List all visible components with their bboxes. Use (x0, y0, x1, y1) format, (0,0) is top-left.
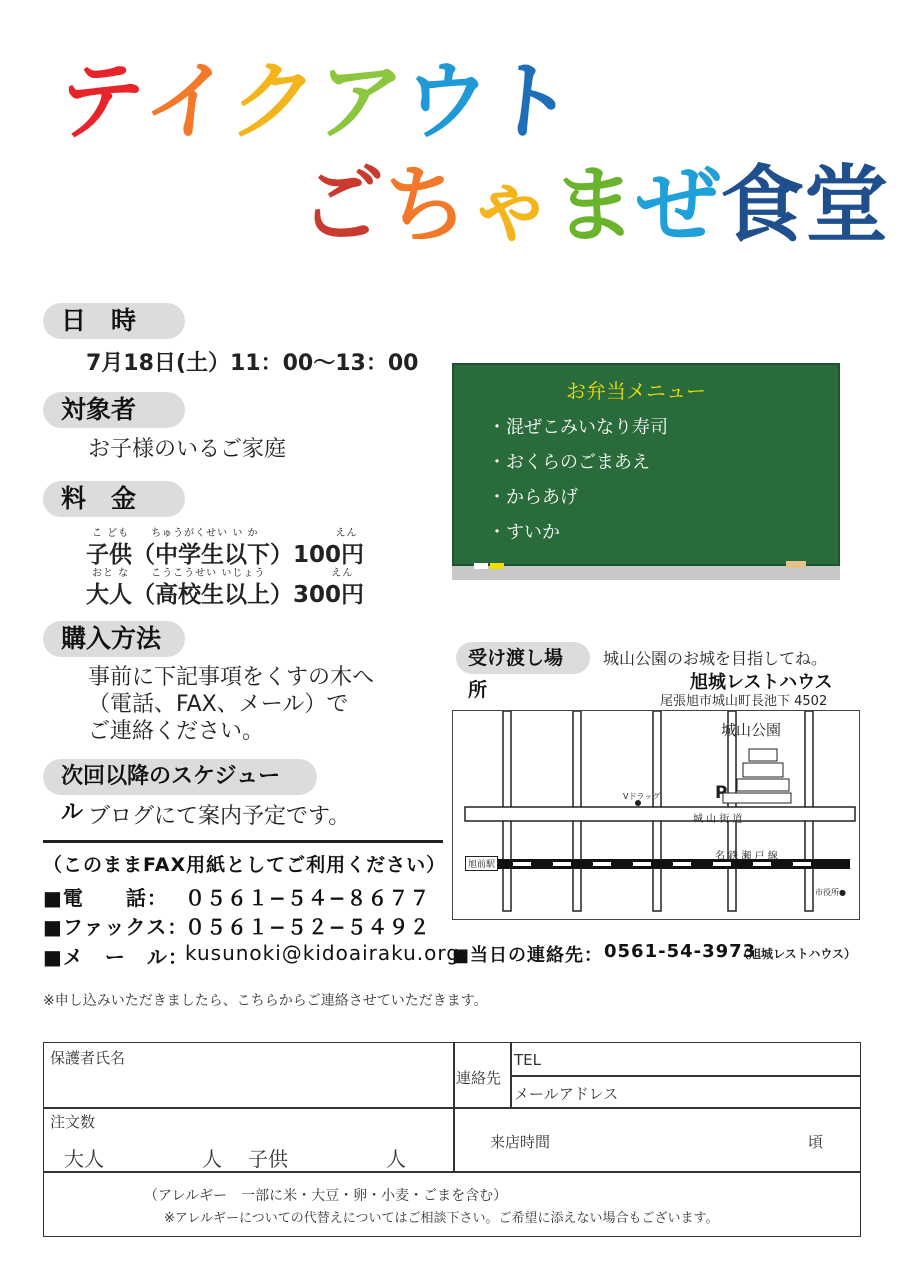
adult-price-ruby: おと な こうこうせい いじょう えん (92, 568, 354, 579)
purchase-line-1: 事前に下記事項をくすの木へ (88, 665, 375, 690)
map-road-label: 城 山 街 道 (693, 814, 743, 825)
title-char: ま (552, 156, 635, 254)
map-drawing (453, 711, 858, 918)
child-count-label: 子供 (248, 1147, 288, 1171)
visit-time-suffix: 頃 (808, 1133, 824, 1151)
dayof-number: 0561-54-3973 (604, 941, 757, 962)
target-value: お子様のいるご家庭 (88, 437, 287, 462)
menu-item-4: ・すいか (488, 522, 560, 543)
guardian-name-label: 保護者氏名 (50, 1049, 126, 1067)
title-char: ク (224, 52, 318, 152)
menu-title: お弁当メニュー (566, 379, 706, 403)
price-label: 料 金 (43, 481, 185, 517)
map-park-label: 城山公園 (721, 721, 782, 739)
title-char: ア (310, 52, 404, 152)
schedule-label: 次回以降のスケジュール (43, 759, 317, 795)
title-char: イ (138, 52, 232, 152)
visit-time-label: 来店時間 (490, 1133, 551, 1151)
target-label: 対象者 (43, 392, 185, 428)
purchase-label: 購入方法 (43, 621, 185, 657)
dayof-label: ■当日の連絡先： (452, 945, 604, 966)
map-railway-label: 名 鉄 瀬 戸 線 (715, 851, 778, 862)
datetime-label: 日 時 (43, 303, 185, 339)
map-station-label: 旭前駅 (465, 856, 498, 871)
purchase-line-2: （電話、FAX、メール）で (88, 692, 349, 717)
title-line-2 (300, 150, 886, 260)
menu-item-2: ・おくらのごまあえ (488, 452, 650, 473)
email-label: メールアドレス (514, 1085, 619, 1103)
map-drugstore-label: Vドラッグ (623, 792, 661, 801)
parking-icon: P (715, 783, 728, 803)
fax-label: ■ファックス： (43, 915, 189, 939)
title-line-1 (52, 52, 576, 152)
title-char: ゃ (468, 156, 551, 254)
access-map (452, 710, 860, 920)
child-price: 子供（中学生以下）100円 (86, 542, 365, 568)
adult-unit: 人 (202, 1147, 222, 1171)
contact-label: 連絡先 (456, 1069, 502, 1087)
allergy-text: （アレルギー 一部に米・大豆・卵・小麦・ごまを含む） (144, 1188, 508, 1204)
title-char: 食 (720, 156, 803, 254)
divider (43, 840, 443, 843)
fax-number: ０５６１−５２−５４９２ (185, 915, 431, 939)
adult-count-label: 大人 (64, 1147, 104, 1171)
notice-text: ※申し込みいただきましたら、こちらからご連絡させていただきます。 (43, 993, 488, 1009)
chalk-yellow (490, 563, 504, 569)
allergy-note: ※アレルギーについての代替えについてはご相談下さい。ご希望に添えない場合もございます。 (164, 1211, 719, 1226)
map-cityhall-label: 市役所● (815, 888, 846, 897)
child-price-ruby: こ ども ちゅうがくせい い か えん (92, 528, 358, 539)
title-char: ぜ (636, 156, 719, 254)
adult-price: 大人（高校生以上）300円 (86, 582, 365, 608)
tel-label: TEL (514, 1051, 541, 1069)
phone-number: ０５６１−５４−８６７７ (185, 886, 431, 910)
pickup-place: 旭城レストハウス (690, 672, 833, 693)
title-char: ち (384, 156, 467, 254)
pickup-note: 城山公園のお城を目指してね。 (603, 649, 828, 668)
dayof-note: （旭城レストハウス） (737, 947, 857, 961)
schedule-value: ブログにて案内予定です。 (88, 804, 351, 829)
chalk-white (474, 563, 488, 569)
phone-label: ■電 話： (43, 886, 168, 910)
title-char: ト (482, 52, 576, 152)
menu-item-1: ・混ぜこみいなり寿司 (488, 417, 668, 438)
title-char: ウ (396, 52, 490, 152)
mail-label: ■メ ー ル： (43, 945, 189, 969)
title-char: テ (52, 52, 146, 152)
pickup-address: 尾張旭市城山町長池下 4502 (660, 694, 828, 709)
title-char: 堂 (804, 156, 887, 254)
datetime-value: 7月18日(土）11：00～13：00 (86, 351, 419, 376)
fax-heading: （このままFAX用紙としてご利用ください） (43, 854, 447, 876)
order-count-label: 注文数 (50, 1113, 96, 1131)
order-form (43, 1042, 861, 1237)
purchase-line-3: ご連絡ください。 (88, 719, 265, 744)
board-ledge (452, 566, 840, 580)
child-unit: 人 (386, 1147, 406, 1171)
title-char: ご (300, 156, 383, 254)
mail-address: kusunoki@kidoairaku.org (185, 941, 460, 965)
menu-item-3: ・からあげ (488, 487, 578, 508)
eraser (786, 561, 806, 568)
pickup-label: 受け渡し場所 (456, 642, 590, 674)
